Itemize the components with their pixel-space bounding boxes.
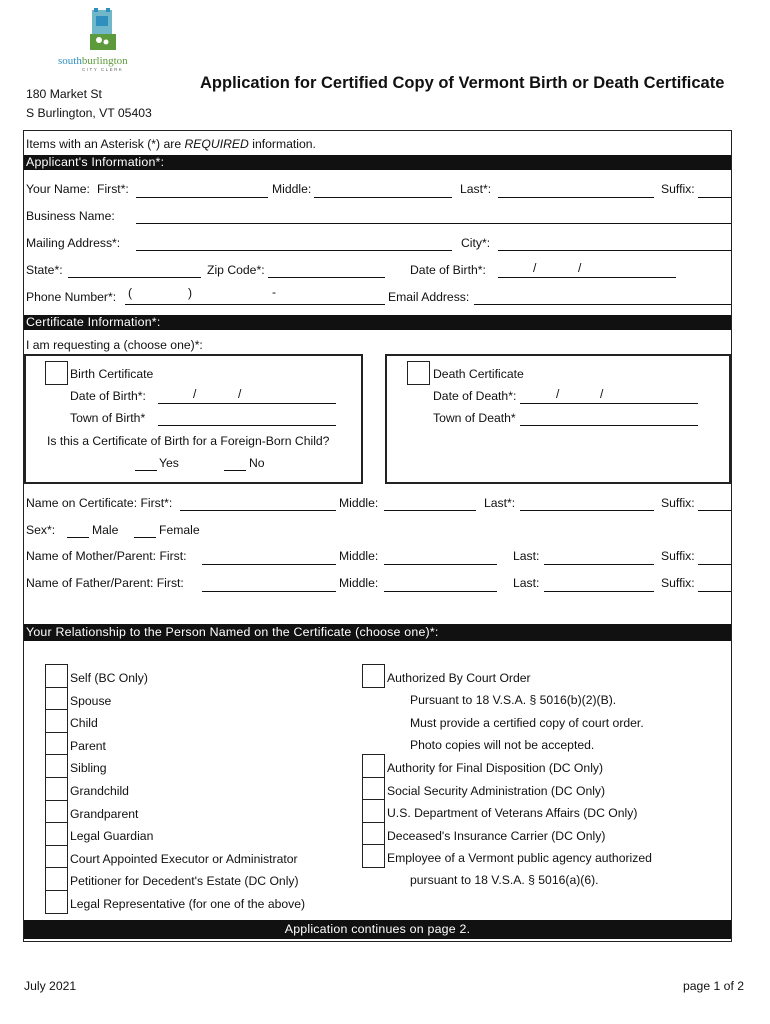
father-name-label: Name of Father/Parent: First: (26, 576, 184, 590)
sex-male-field[interactable] (67, 537, 89, 538)
city-logo (54, 6, 154, 76)
page-title: Application for Certified Copy of Vermont Birth or Death Certificate (200, 74, 725, 92)
birth-town-label: Town of Birth* (70, 411, 146, 425)
dob-slash-1: / (533, 261, 537, 275)
relationship-option-label: Authority for Final Disposition (DC Only) (387, 761, 604, 775)
court-order-note-1: Pursuant to 18 V.S.A. § 5016(b)(2)(B). (410, 693, 617, 707)
relationship-option-label: Legal Guardian (70, 829, 154, 844)
phone-field[interactable] (125, 304, 385, 305)
phone-paren-open: ( (128, 286, 133, 300)
address-line-2: S Burlington, VT 05403 (26, 106, 152, 120)
logo-tagline: CITY CLERK (82, 67, 124, 72)
logo-text-burlington: burlington (81, 55, 128, 67)
footer-page-number: page 1 of 2 (683, 979, 744, 993)
relationship-checkbox[interactable] (45, 754, 68, 778)
relationship-checkbox[interactable] (45, 709, 68, 733)
father-first-field[interactable] (202, 591, 336, 592)
relationship-option-label: Social Security Administration (DC Only) (387, 783, 606, 798)
dob-slash-2: / (578, 261, 582, 275)
birth-date-slash-1: / (193, 387, 197, 401)
first-name-field[interactable] (136, 197, 268, 198)
mother-middle-label: Middle: (339, 549, 379, 563)
middle-name-label: Middle: (272, 182, 312, 196)
mother-last-field[interactable] (544, 564, 654, 565)
relationship-checkbox[interactable] (362, 822, 385, 846)
mother-suffix-field[interactable] (698, 564, 731, 565)
death-certificate-label: Death Certificate (433, 367, 524, 381)
mother-last-label: Last: (513, 549, 540, 563)
foreign-yes-field[interactable] (135, 470, 157, 471)
address-line-1: 180 Market St (26, 87, 102, 101)
required-notice: Items with an Asterisk (*) are REQUIRED information. (26, 137, 316, 151)
relationship-option-label: Sibling (70, 761, 107, 776)
footer-date: July 2021 (24, 979, 77, 993)
business-name-label: Business Name: (26, 209, 115, 223)
relationship-option-label: Petitioner for Decedent's Estate (DC Only) (70, 874, 299, 889)
relationship-option-label: U.S. Department of Veterans Affairs (DC Only) (387, 806, 638, 821)
logo-text-south: south (58, 55, 82, 67)
court-order-checkbox[interactable] (362, 664, 385, 688)
dob-field[interactable] (498, 277, 676, 278)
death-town-field[interactable] (520, 425, 698, 426)
relationship-option-label: Spouse (70, 693, 112, 708)
father-middle-label: Middle: (339, 576, 379, 590)
birth-date-slash-2: / (238, 387, 242, 401)
relationship-checkbox[interactable] (45, 664, 68, 688)
middle-name-field[interactable] (314, 197, 452, 198)
phone-paren-close: ) (188, 286, 193, 300)
suffix-label: Suffix: (661, 182, 695, 196)
zip-field[interactable] (268, 277, 385, 278)
email-field[interactable] (474, 304, 731, 305)
request-choice-label: I am requesting a (choose one)*: (26, 338, 203, 352)
birth-certificate-checkbox[interactable] (45, 361, 68, 385)
father-middle-field[interactable] (384, 591, 497, 592)
mother-first-field[interactable] (202, 564, 336, 565)
death-date-slash-1: / (556, 387, 560, 401)
relationship-option-label: Employee of a Vermont public agency authorized (387, 851, 652, 866)
foreign-no-label: No (249, 456, 265, 470)
father-suffix-label: Suffix: (661, 576, 695, 590)
death-certificate-checkbox[interactable] (407, 361, 430, 385)
state-field[interactable] (68, 277, 201, 278)
relationship-option-label: Parent (70, 738, 106, 753)
last-name-field[interactable] (498, 197, 654, 198)
applicant-section-header: Applicant's Information*: (24, 155, 731, 170)
death-town-label: Town of Death* (433, 411, 516, 425)
cert-last-label: Last*: (484, 496, 516, 510)
court-order-note-3: Photo copies will not be accepted. (410, 738, 595, 752)
sex-female-label: Female (159, 523, 200, 537)
relationship-checkbox[interactable] (45, 732, 68, 756)
cert-middle-name-field[interactable] (384, 510, 476, 511)
first-name-label: First*: (97, 182, 129, 196)
relationship-section-header: Your Relationship to the Person Named on the Certificate (choose one)*: (24, 624, 731, 641)
cert-suffix-field[interactable] (698, 510, 731, 511)
state-label: State*: (26, 263, 63, 277)
sex-female-field[interactable] (134, 537, 156, 538)
zip-label: Zip Code*: (207, 263, 265, 277)
birth-certificate-label: Birth Certificate (70, 367, 154, 381)
relationship-checkbox[interactable] (45, 777, 68, 801)
relationship-option-label: Court Appointed Executor or Administrator (70, 851, 298, 866)
cert-name-label: Name on Certificate: First*: (26, 496, 173, 510)
cert-last-name-field[interactable] (520, 510, 654, 511)
relationship-checkbox[interactable] (362, 799, 385, 823)
cert-first-name-field[interactable] (180, 510, 336, 511)
relationship-checkbox[interactable] (45, 800, 68, 824)
foreign-yes-label: Yes (159, 456, 179, 470)
certificate-section-header: Certificate Information*: (24, 315, 731, 330)
father-last-field[interactable] (544, 591, 654, 592)
suffix-field[interactable] (698, 197, 731, 198)
last-name-label: Last*: (460, 182, 492, 196)
mother-suffix-label: Suffix: (661, 549, 695, 563)
court-order-note-2: Must provide a certified copy of court order. (410, 716, 644, 730)
relationship-option-label: Self (BC Only) (70, 671, 148, 685)
email-label: Email Address: (388, 290, 470, 304)
city-field[interactable] (498, 250, 731, 251)
mother-middle-field[interactable] (384, 564, 497, 565)
relationship-checkbox[interactable] (45, 822, 68, 846)
city-label: City*: (461, 236, 491, 250)
mailing-address-label: Mailing Address*: (26, 236, 121, 250)
relationship-checkbox[interactable] (45, 867, 68, 891)
sex-label: Sex*: (26, 523, 56, 537)
mailing-address-field[interactable] (136, 250, 452, 251)
relationship-checkbox[interactable] (45, 687, 68, 711)
dob-label: Date of Birth*: (410, 263, 486, 277)
relationship-option-label: Grandchild (70, 784, 129, 798)
foreign-no-field[interactable] (224, 470, 246, 471)
relationship-option-label: Deceased's Insurance Carrier (DC Only) (387, 828, 606, 843)
cert-suffix-label: Suffix: (661, 496, 695, 510)
father-last-label: Last: (513, 576, 540, 590)
relationship-checkbox[interactable] (45, 890, 68, 914)
birth-date-label: Date of Birth*: (70, 389, 146, 403)
father-suffix-field[interactable] (698, 591, 731, 592)
cert-middle-label: Middle: (339, 496, 379, 510)
phone-dash: - (272, 285, 277, 299)
birth-town-field[interactable] (158, 425, 336, 426)
your-name-label: Your Name: (26, 182, 90, 196)
continues-banner: Application continues on page 2. (24, 920, 731, 939)
employee-note: pursuant to 18 V.S.A. § 5016(a)(6). (410, 873, 599, 887)
death-date-field[interactable] (520, 403, 698, 404)
court-order-label: Authorized By Court Order (387, 671, 531, 685)
sex-male-label: Male (92, 523, 119, 537)
foreign-born-question: Is this a Certificate of Birth for a Foreign-Born Child? (47, 434, 330, 448)
death-date-slash-2: / (600, 387, 604, 401)
business-name-field[interactable] (136, 223, 731, 224)
mother-name-label: Name of Mother/Parent: First: (26, 549, 187, 563)
relationship-option-label: Child (70, 716, 98, 731)
death-date-label: Date of Death*: (433, 389, 517, 403)
relationship-checkbox[interactable] (362, 777, 385, 801)
relationship-checkbox[interactable] (45, 845, 68, 869)
relationship-checkbox[interactable] (362, 844, 385, 868)
phone-label: Phone Number*: (26, 290, 117, 304)
birth-date-field[interactable] (158, 403, 336, 404)
relationship-checkbox[interactable] (362, 754, 385, 778)
relationship-option-label: Legal Representative (for one of the above) (70, 897, 306, 911)
relationship-option-label: Grandparent (70, 806, 139, 821)
